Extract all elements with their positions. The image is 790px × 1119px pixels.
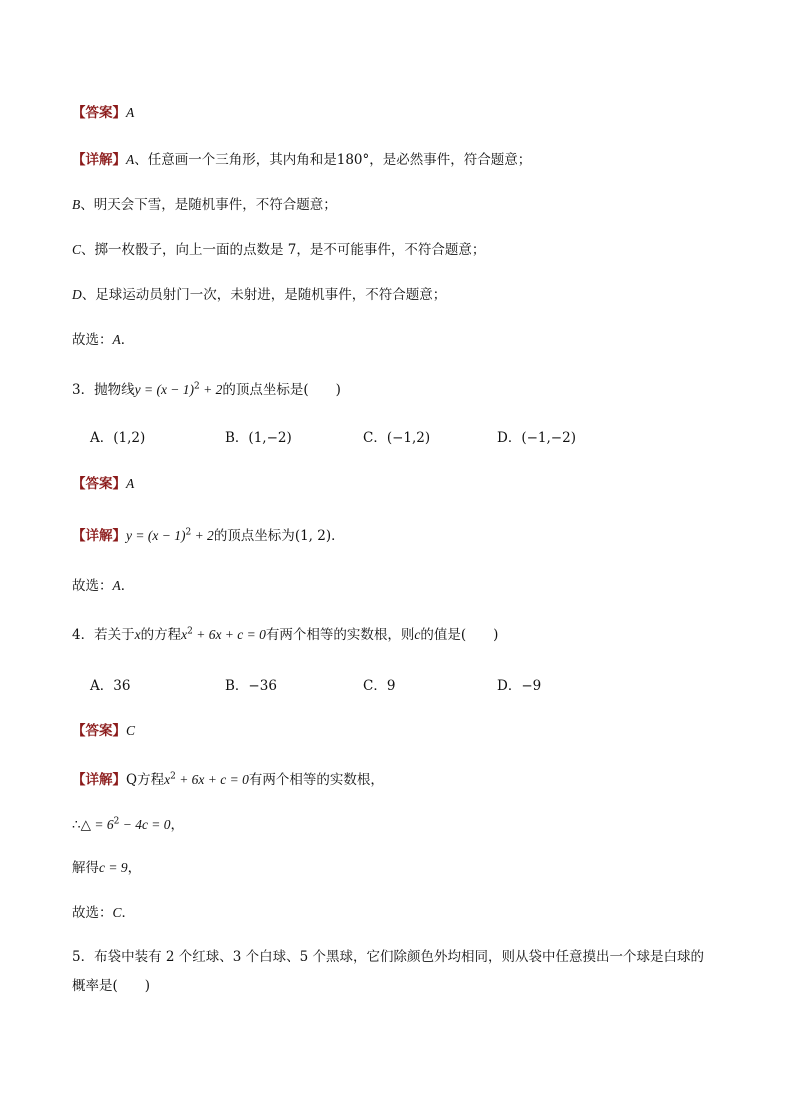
exponent: 2 [170, 771, 176, 782]
period: ． [331, 528, 345, 544]
option-value: (−1,2) [386, 430, 431, 446]
var-c: c [414, 627, 421, 642]
answer-tag: 【答案】 [72, 723, 126, 739]
q2-detail-line-d [72, 285, 446, 305]
q4-delta-line [72, 815, 184, 835]
option-value: (1,−2) [248, 430, 292, 446]
comma: ， [127, 860, 142, 876]
question-text: 概率是( ) [72, 978, 151, 994]
conclusion-letter: A [112, 578, 121, 593]
q5-stem-line2 [72, 976, 150, 996]
option-value: −9 [521, 678, 542, 694]
q3-answer-line [72, 474, 134, 494]
question-number: 3．抛物线 [72, 382, 135, 398]
question-text: 5．布袋中装有 2 个红球、3 个白球、5 个黑球，它们除颜色外均相同，则从袋中任意摸出一个球是白球的 [72, 949, 705, 965]
q5-stem-line1 [72, 947, 704, 967]
option-label: D． [497, 430, 522, 446]
exponent: 2 [187, 626, 193, 637]
math-expr-tail: + 2 [199, 382, 223, 397]
option-label: A． [90, 430, 114, 446]
exponent: 2 [113, 816, 120, 827]
q4-answer-line [72, 721, 135, 741]
detail-text: 、掷一枚骰子，向上一面的点数是 7，是不可能事件，不符合题意； [81, 242, 486, 258]
delta-expr-tail: − 4c = 0 [119, 817, 171, 832]
q2-conclusion [72, 330, 134, 350]
equation-tail: + 6x + c = 0 [192, 627, 266, 642]
conclusion-letter: C [112, 905, 122, 920]
option-value: 9 [386, 678, 396, 694]
equation-tail: + 6x + c = 0 [175, 772, 249, 787]
detail-text: 有两个相等的实数根， [248, 772, 384, 788]
option-label: C． [363, 430, 387, 446]
conclusion-text: 故选： [72, 578, 113, 594]
detail-tag: 【详解】 [72, 152, 126, 168]
math-expr: y = (x − 1) [126, 528, 186, 543]
detail-tag: 【详解】 [72, 772, 126, 788]
q4-solve-line [72, 858, 141, 878]
q3-detail-line [72, 526, 345, 546]
detail-text: 方程 [137, 772, 165, 788]
period: ． [120, 332, 135, 348]
detail-text: 、足球运动员射门一次，未射进，是随机事件，不符合题意； [81, 287, 447, 303]
conclusion-text: 故选： [72, 905, 113, 921]
stem-mid2: 有两个相等的实数根，则 [265, 627, 415, 643]
answer-tag: 【答案】 [72, 105, 126, 121]
solve-eq: c = 9 [99, 860, 128, 875]
answer-tag: 【答案】 [72, 476, 126, 492]
option-letter: B [72, 197, 81, 212]
stem-end: 的顶点坐标是( ) [222, 382, 341, 398]
detail-tag: 【详解】 [72, 528, 126, 544]
option-value: (1,2) [113, 430, 146, 446]
option-label: B． [225, 430, 249, 446]
question-number: 4．若关于 [72, 627, 135, 643]
q3-option-d [497, 428, 576, 448]
q2-detail-line-c [72, 240, 485, 260]
answer-value: A [126, 476, 135, 491]
exponent: 2 [194, 381, 200, 392]
q3-option-c [363, 428, 430, 448]
option-value: 36 [113, 678, 131, 694]
option-letter: C [72, 242, 82, 257]
q4-option-c [363, 676, 395, 696]
option-label: B． [225, 678, 249, 694]
detail-mid: 的顶点坐标为 [213, 528, 295, 544]
option-value: −36 [248, 678, 277, 694]
q3-option-a [90, 428, 145, 448]
period: ． [120, 578, 135, 594]
option-label: C． [363, 678, 387, 694]
q4-option-d [497, 676, 541, 696]
solve-text: 解得 [72, 860, 99, 876]
equation: x [164, 772, 171, 787]
q4-option-b [225, 676, 277, 696]
delta-expr: △ = 6 [80, 817, 114, 832]
conclusion-letter: A [112, 332, 121, 347]
option-value: (−1,−2) [521, 430, 576, 446]
q2-detail-line-a [72, 150, 531, 170]
option-letter: A [126, 152, 135, 167]
because-symbol: Q [126, 772, 138, 788]
var-x: x [134, 627, 141, 642]
option-label: D． [497, 678, 522, 694]
comma: ， [170, 817, 185, 833]
answer-value: C [126, 723, 136, 738]
option-letter: D [72, 287, 82, 302]
therefore-symbol: ∴ [72, 817, 81, 833]
q4-stem [72, 625, 498, 645]
q2-answer-line [72, 103, 134, 123]
exponent: 2 [185, 527, 192, 538]
conclusion-text: 故选： [72, 332, 113, 348]
option-label: A． [90, 678, 114, 694]
math-expr-tail: + 2 [191, 528, 214, 543]
math-expr: y = (x − 1) [134, 382, 195, 397]
q2-detail-line-b [72, 195, 337, 215]
stem-end: 的值是( ) [420, 627, 499, 643]
q3-conclusion [72, 576, 134, 596]
stem-mid: 的方程 [140, 627, 182, 643]
q3-stem [72, 380, 341, 400]
q4-detail-line [72, 770, 384, 790]
period: ． [121, 905, 136, 921]
equation: x [181, 627, 188, 642]
detail-text: 、任意画一个三角形，其内角和是180°，是必然事件，符合题意； [134, 152, 532, 168]
q4-conclusion [72, 903, 135, 923]
detail-value: (1, 2) [294, 528, 332, 544]
q3-option-b [225, 428, 292, 448]
answer-value: A [126, 105, 135, 120]
q4-option-a [90, 676, 130, 696]
detail-text: 、明天会下雪，是随机事件，不符合题意； [80, 197, 337, 213]
